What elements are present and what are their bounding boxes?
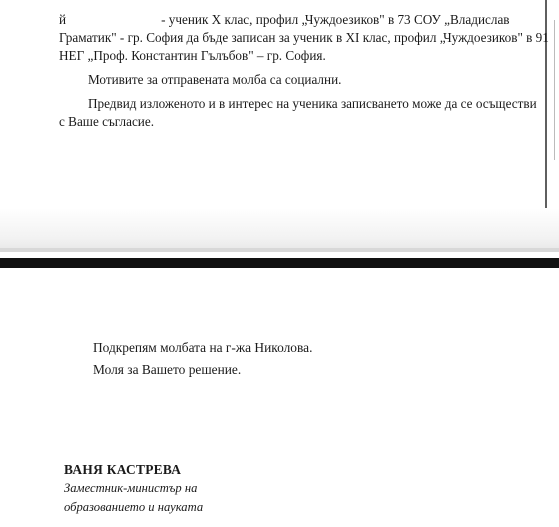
letter-line-6: с Ваше съгласие. (59, 114, 155, 129)
scan-edge (554, 20, 555, 160)
letter-line-4: Мотивите за отправената молба са социални. (88, 72, 342, 87)
letter-line-2: Граматик" - гр. София да бъде записан за ученик в ХI клас, профил „Чуждоезиков" в 91 (59, 30, 549, 45)
letter-line-5: Предвид изложеното и в интерес на ученика записването може да се осъществи (88, 96, 537, 111)
letter-line-1-text: - ученик Х клас, профил „Чуждоезиков" в 73 СОУ „Владислав (161, 12, 510, 27)
signatory-name: ВАНЯ КАСТРЕВА (64, 462, 182, 477)
signatory-role-line-2: образованието и науката (64, 500, 204, 514)
signatory-role-line-1: Заместник-министър на (64, 481, 198, 495)
support-line-2: Моля за Вашето решение. (93, 362, 242, 377)
page-fade (0, 208, 559, 252)
page-shadow (0, 248, 559, 252)
page-divider (0, 258, 559, 268)
support-line-1: Подкрепям молбата на г-жа Николова. (93, 340, 313, 355)
letter-line-3: НЕГ „Проф. Константин Гълъбов" – гр. София. (59, 48, 326, 63)
letter-line-1-mark: й (59, 12, 67, 27)
letter-line-1 (59, 12, 510, 28)
